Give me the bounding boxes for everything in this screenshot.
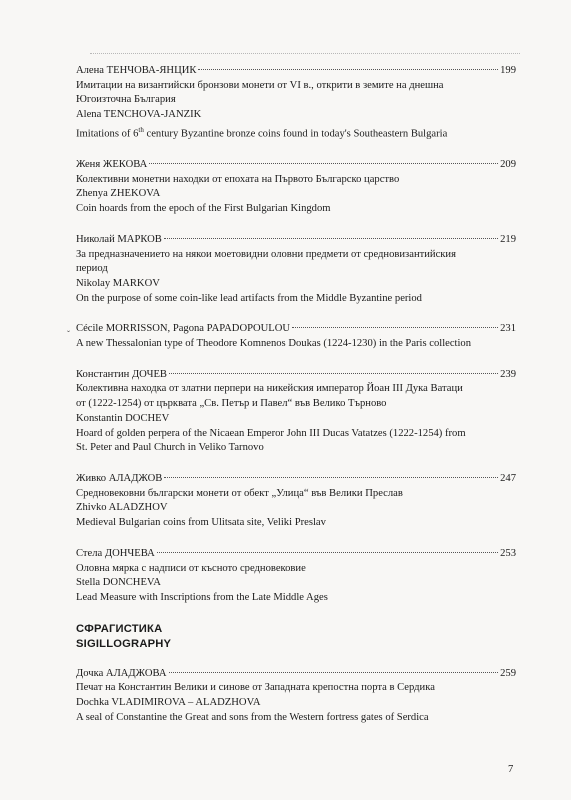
toc-entry <box>76 547 516 606</box>
toc-author-line <box>76 322 516 337</box>
toc-title-en <box>76 123 516 142</box>
toc-author-line <box>76 472 516 487</box>
toc-author-line <box>76 368 516 383</box>
title-en-part: Imitations of 6 <box>76 128 139 140</box>
toc-title-en: Hoard of golden perpera of the Nicaean Emperor John III Ducas Vatatzes (1222-1254) from <box>76 427 466 439</box>
toc-title-en: On the purpose of some coin-like lead artifacts from the Middle Byzantine period <box>76 292 422 304</box>
toc-page-number: 247 <box>500 473 516 484</box>
toc-author-line <box>76 158 516 173</box>
toc-title-en: Medieval Bulgarian coins from Ulitsata site, Veliki Preslav <box>76 517 326 529</box>
toc-author: Живко АЛАДЖОВ <box>76 473 163 484</box>
page-number: 7 <box>508 764 514 775</box>
toc-title-en: Lead Measure with Inscriptions from the Late Middle Ages <box>76 591 328 603</box>
table-of-contents <box>76 64 516 741</box>
toc-title-bg: от (1222-1254) от църквата „Св. Петър и Павел“ във Велико Търново <box>76 398 387 410</box>
section-title-en: SIGILLOGRAPHY <box>76 637 172 650</box>
dot-leader <box>169 373 498 374</box>
toc-title-bg: Имитации на византийски бронзови монети от VI в., открити в земите на днешна <box>76 79 444 91</box>
top-divider <box>90 53 520 54</box>
toc-author-en: Alena TENCHOVA-JANZIK <box>76 109 202 121</box>
toc-title-bg: Оловна мярка с надписи от късното средновековие <box>76 562 306 574</box>
toc-page-number: 199 <box>500 65 516 76</box>
toc-author: Женя ЖЕКОВА <box>76 159 148 171</box>
toc-entry <box>76 233 516 307</box>
toc-title-bg: Колективна находка от златни перпери на никейския император Йоан III Дука Ватаци <box>76 383 463 395</box>
toc-author-en: Stella DONCHEVA <box>76 577 161 589</box>
toc-author-line <box>76 547 516 562</box>
dot-leader <box>198 69 498 70</box>
title-en-part: century Byzantine bronze coins found in today's Southeastern Bulgaria <box>143 128 448 140</box>
toc-entry <box>76 64 516 142</box>
dot-leader <box>149 163 498 164</box>
toc-title-bg: Колективни монетни находки от епохата на Първото Българско царство <box>76 173 400 185</box>
toc-page-number: 209 <box>500 159 516 171</box>
toc-page-number: 219 <box>500 233 516 245</box>
toc-author-en: Nikolay MARKOV <box>76 277 160 289</box>
toc-title-en: Coin hoards from the epoch of the First Bulgarian Kingdom <box>76 203 331 215</box>
margin-mark: ˬ <box>67 322 70 332</box>
toc-author-en: Zhivko ALADZHOV <box>76 502 168 514</box>
toc-author-en: Konstantin DOCHEV <box>76 412 170 424</box>
toc-author-en: Dochka VLADIMIROVA – ALADZHOVA <box>76 697 261 709</box>
title-en-sup: th <box>138 125 144 134</box>
toc-author: Стела ДОНЧЕВА <box>76 547 155 559</box>
toc-title-bg: период <box>76 263 108 275</box>
toc-entry <box>76 322 516 351</box>
toc-author: Дочка АЛАДЖОВА <box>76 667 167 679</box>
toc-author-line <box>76 667 516 682</box>
toc-page-number: 231 <box>500 323 516 335</box>
toc-page-number: 253 <box>500 547 516 559</box>
toc-title-en: A new Thessalonian type of Theodore Komnenos Doukas (1224-1230) in the Paris collection <box>76 338 472 350</box>
toc-author: Николай МАРКОВ <box>76 233 162 245</box>
toc-title-bg: Печат на Константин Велики и синове от Западната крепостна порта в Сердика <box>76 682 435 694</box>
dot-leader <box>157 552 498 553</box>
dot-leader <box>292 327 498 328</box>
dot-leader <box>169 672 499 673</box>
toc-author: Алена ТЕНЧОВА-ЯНЦИК <box>76 65 197 76</box>
toc-author: Cécile MORRISSON, Pagona PAPADOPOULOU <box>76 323 291 335</box>
toc-entry <box>76 368 516 456</box>
section-heading <box>76 622 516 652</box>
toc-author-line <box>76 64 516 79</box>
toc-title-bg: Средновековни български монети от обект „Улица“ във Велики Преслав <box>76 487 403 499</box>
toc-page-number: 239 <box>500 368 516 380</box>
toc-entry <box>76 667 516 726</box>
toc-title-bg: Югоизточна България <box>76 94 176 106</box>
toc-title-bg: За предназначението на някои моетовидни оловни предмети от средновизантийския <box>76 248 456 260</box>
toc-entry <box>76 472 516 531</box>
toc-author: Константин ДОЧЕВ <box>76 368 167 380</box>
toc-title-en: A seal of Constantine the Great and sons from the Western fortress gates of Serdica <box>76 711 429 723</box>
toc-author-en: Zhenya ZHEKOVA <box>76 188 161 200</box>
toc-entry <box>76 158 516 217</box>
toc-author-line <box>76 233 516 248</box>
dot-leader <box>164 238 498 239</box>
section-title-bg: СФРАГИСТИКА <box>76 622 163 635</box>
toc-page-number: 259 <box>500 667 516 679</box>
dot-leader <box>164 477 498 478</box>
toc-title-en: St. Peter and Paul Church in Veliko Tarnovo <box>76 442 264 454</box>
